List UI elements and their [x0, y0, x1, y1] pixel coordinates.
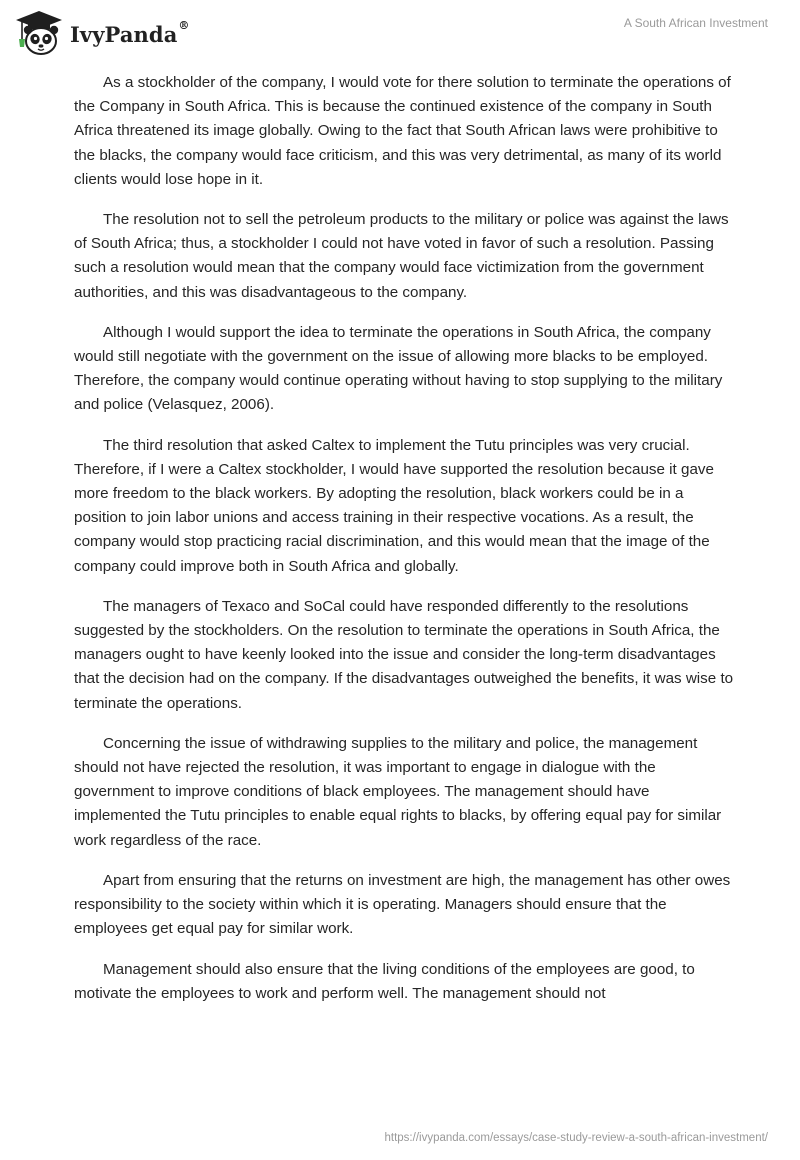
source-url[interactable]: https://ivypanda.com/essays/case-study-review-a-south-african-investment/ [384, 1132, 768, 1144]
paragraph: As a stockholder of the company, I would vote for there solution to terminate the operations of the Company in South Africa. This is because the continued existence of the company in South Africa threatened its image globally. Owing to the fact that South African laws were prohibitive to the blacks, the company would face criticism, and this was very detrimental, as many of its world clients would lose hope in it. [74, 74, 731, 188]
brand-name: IvyPanda® [70, 18, 190, 47]
paragraph: Concerning the issue of withdrawing supplies to the military and police, the management should not have rejected the resolution, it was important to engage in dialogue with the government to improve conditions of black employees. The management should have implemented the Tutu principles to enable equal rights to blacks, by offering equal pay for similar work regardless of the race. [74, 734, 722, 849]
ivypanda-logo[interactable] [14, 9, 190, 57]
paragraph: Management should also ensure that the living conditions of the employees are good, to motivate the employees to work and perform well. The management should not [74, 960, 695, 1002]
page-header [0, 0, 800, 70]
essay-body [74, 71, 734, 1022]
paragraph: Apart from ensuring that the returns on investment are high, the management has other owes responsibility to the society within which it is operating. Managers should ensure that the employees get equal pay for similar work. [74, 871, 731, 938]
document-title: A South African Investment [623, 16, 768, 30]
paragraph: The managers of Texaco and SoCal could have responded differently to the resolutions suggested by the stockholders. On the resolution to terminate the operations in South Africa, the managers ought to have keenly looked into the issue and consider the long-term disadvantages that the decision had on the company. If the disadvantages outweighed the benefits, it was wise to terminate the operations. [74, 597, 734, 712]
paragraph: The resolution not to sell the petroleum products to the military or police was against the laws of South Africa; thus, a stockholder I could not have voted in favor of such a resolution. Passing such a resolution would mean that the company would face victimization from the government authorities, and this was disadvantageous to the company. [74, 211, 729, 301]
paragraph: Although I would support the idea to terminate the operations in South Africa, the company would still negotiate with the government on the issue of allowing more blacks to be employed. Therefore, the company would continue operating without having to stop supplying to the military and police (Velasquez, 2006). [74, 323, 723, 414]
registered-mark: ® [178, 18, 190, 32]
paragraph: The third resolution that asked Caltex to implement the Tutu principles was very crucial. Therefore, if I were a Caltex stockholder, I would have supported the resolution because it gave more freedom to the black workers. By adopting the resolution, black workers could be in a position to join labor unions and access training in their respective vocations. As a result, the company would stop practicing racial discrimination, and this would mean that the image of the company could improve both in South Africa and globally. [74, 436, 714, 575]
panda-graduate-icon [14, 9, 64, 57]
